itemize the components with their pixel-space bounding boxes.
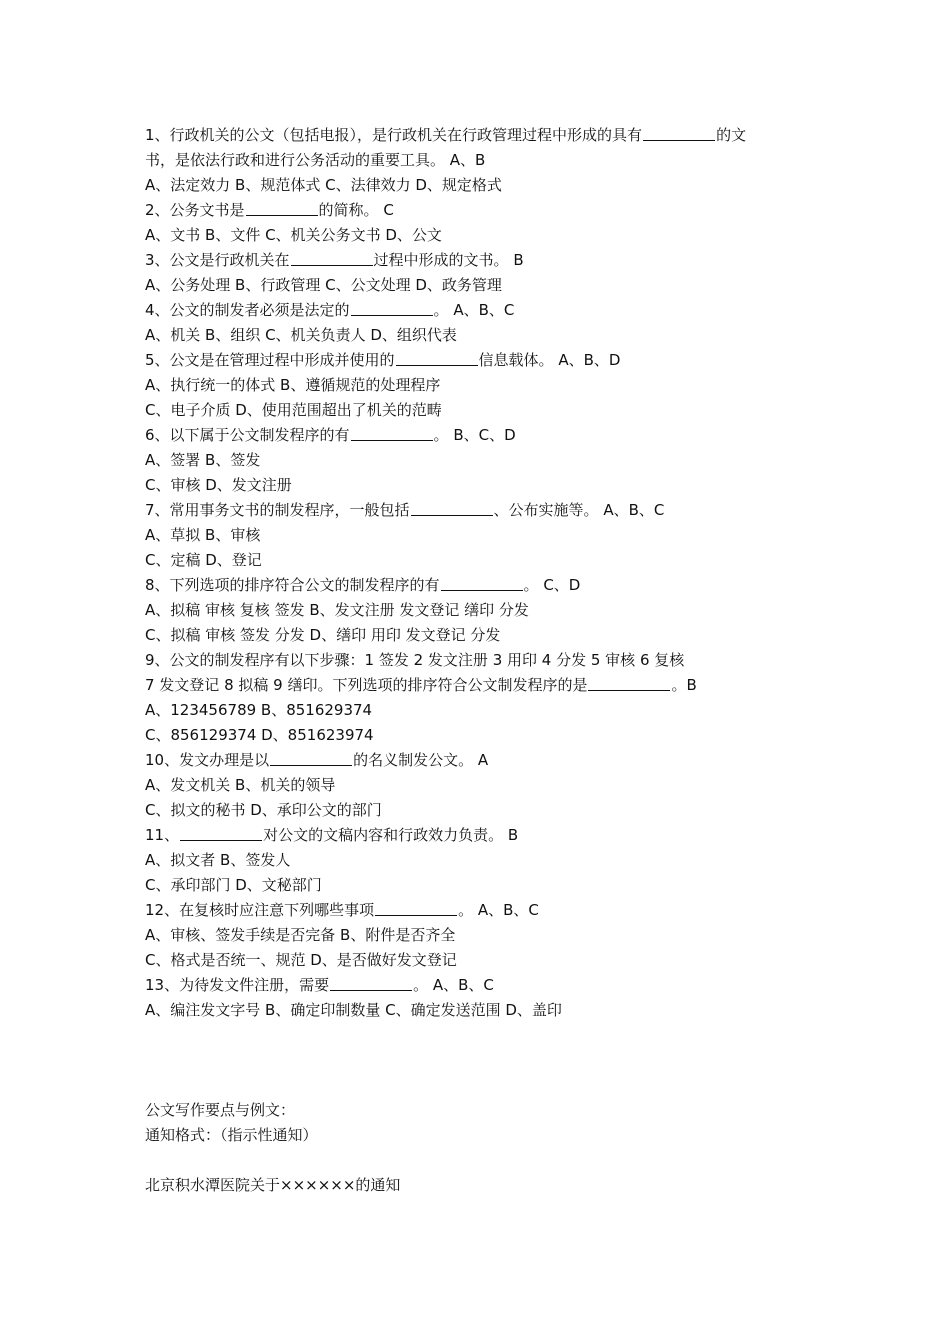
question-stem-text: 。 A、B、C bbox=[458, 901, 539, 919]
answer-blank bbox=[330, 975, 412, 991]
question-stem-text: 6、以下属于公文制发程序的有 bbox=[145, 426, 350, 444]
question-2-options: A、文书 B、文件 C、机关公务文书 D、公文 bbox=[145, 226, 442, 244]
answer-blank bbox=[351, 300, 433, 316]
question-8-options-cd: C、拟稿 审核 签发 分发 D、缮印 用印 发文登记 分发 bbox=[145, 626, 501, 644]
question-stem-text: 的简称。 C bbox=[318, 201, 394, 219]
question-stem-text: 、公布实施等。 A、B、C bbox=[493, 501, 665, 519]
question-stem-text: 3、公文是行政机关在 bbox=[145, 251, 290, 269]
question-10-options-cd: C、拟文的秘书 D、承印公文的部门 bbox=[145, 801, 382, 819]
question-3-stem bbox=[145, 248, 825, 273]
question-stem-text: 过程中形成的文书。 B bbox=[373, 251, 524, 269]
question-1-stem-continued: 书，是依法行政和进行公务活动的重要工具。 A、B bbox=[145, 151, 486, 169]
question-stem-text: 5、公文是在管理过程中形成并使用的 bbox=[145, 351, 395, 369]
question-5-options-cd: C、电子介质 D、使用范围超出了机关的范畴 bbox=[145, 401, 442, 419]
spacer bbox=[145, 1148, 825, 1173]
question-stem-text: 12、在复核时应注意下列哪些事项 bbox=[145, 901, 375, 919]
question-5-options-ab: A、执行统一的体式 B、遵循规范的处理程序 bbox=[145, 376, 441, 394]
question-stem-text: 7 发文登记 8 拟稿 9 缮印。下列选项的排序符合公文制发程序的是 bbox=[145, 676, 588, 694]
question-stem-text: 。 C、D bbox=[523, 576, 581, 594]
question-stem-text: 13、为待发文件注册，需要 bbox=[145, 976, 330, 994]
example-notice-title: 北京积水潭医院关于××××××的通知 bbox=[145, 1176, 401, 1194]
question-12-stem bbox=[145, 898, 825, 923]
question-10-options-ab: A、发文机关 B、机关的领导 bbox=[145, 776, 336, 794]
question-stem-text: 2、公务文书是 bbox=[145, 201, 245, 219]
question-9-options-cd: C、856129374 D、851623974 bbox=[145, 726, 374, 744]
question-11-options-ab: A、拟文者 B、签发人 bbox=[145, 851, 291, 869]
question-4-stem bbox=[145, 298, 825, 323]
question-stem-text: 。 B、C、D bbox=[433, 426, 516, 444]
question-10-stem bbox=[145, 748, 825, 773]
question-stem-text: 7、常用事务文书的制发程序，一般包括 bbox=[145, 501, 410, 519]
question-stem-text: 。 A、B、C bbox=[433, 301, 515, 319]
question-7-options-cd: C、定稿 D、登记 bbox=[145, 551, 262, 569]
question-1-stem bbox=[145, 123, 825, 148]
answer-blank bbox=[643, 125, 715, 141]
question-6-options-cd: C、审核 D、发文注册 bbox=[145, 476, 292, 494]
question-stem-text: 信息载体。 A、B、D bbox=[478, 351, 621, 369]
answer-blank bbox=[180, 825, 262, 841]
question-9-options-ab: A、123456789 B、851629374 bbox=[145, 701, 373, 719]
answer-blank bbox=[270, 750, 352, 766]
question-11-stem bbox=[145, 823, 825, 848]
answer-blank bbox=[246, 200, 318, 216]
question-stem-text: 1、行政机关的公文（包括电报），是行政机关在行政管理过程中形成的具有 bbox=[145, 126, 643, 144]
question-6-options-ab: A、签署 B、签发 bbox=[145, 451, 261, 469]
question-stem-text: 的名义制发公文。 A bbox=[353, 751, 489, 769]
question-stem-text: 8、下列选项的排序符合公文的制发程序的有 bbox=[145, 576, 440, 594]
section-heading: 公文写作要点与例文： bbox=[145, 1101, 296, 1119]
question-6-stem bbox=[145, 423, 825, 448]
question-3-options: A、公务处理 B、行政管理 C、公文处理 D、政务管理 bbox=[145, 276, 502, 294]
spacer bbox=[145, 1073, 825, 1098]
answer-blank bbox=[396, 350, 478, 366]
answer-blank bbox=[351, 425, 433, 441]
question-8-stem bbox=[145, 573, 825, 598]
question-stem-text: 10、发文办理是以 bbox=[145, 751, 270, 769]
question-9-stem-line2 bbox=[145, 673, 825, 698]
question-stem-text: 。 A、B、C bbox=[413, 976, 494, 994]
question-11-options-cd: C、承印部门 D、文秘部门 bbox=[145, 876, 322, 894]
question-stem-text: 4、公文的制发者必须是法定的 bbox=[145, 301, 350, 319]
section-subheading: 通知格式：（指示性通知） bbox=[145, 1126, 318, 1144]
question-13-options: A、编注发文字号 B、确定印制数量 C、确定发送范围 D、盖印 bbox=[145, 1001, 562, 1019]
document-content bbox=[145, 123, 825, 1198]
question-5-stem bbox=[145, 348, 825, 373]
question-7-options-ab: A、草拟 B、审核 bbox=[145, 526, 261, 544]
answer-blank bbox=[588, 675, 670, 691]
question-9-stem-line1: 9、公文的制发程序有以下步骤：1 签发 2 发文注册 3 用印 4 分发 5 审核 6 复核 bbox=[145, 651, 685, 669]
answer-blank bbox=[411, 500, 493, 516]
answer-blank bbox=[441, 575, 523, 591]
question-13-stem bbox=[145, 973, 825, 998]
answer-blank bbox=[291, 250, 373, 266]
question-12-options-cd: C、格式是否统一、规范 D、是否做好发文登记 bbox=[145, 951, 457, 969]
answer-blank bbox=[375, 900, 457, 916]
question-stem-text: 的文 bbox=[716, 126, 747, 144]
question-7-stem bbox=[145, 498, 825, 523]
spacer bbox=[145, 1048, 825, 1073]
question-2-stem bbox=[145, 198, 825, 223]
question-12-options-ab: A、审核、签发手续是否完备 B、附件是否齐全 bbox=[145, 926, 456, 944]
question-4-options: A、机关 B、组织 C、机关负责人 D、组织代表 bbox=[145, 326, 457, 344]
question-stem-text: 对公文的文稿内容和行政效力负责。 B bbox=[263, 826, 519, 844]
question-1-options: A、法定效力 B、规范体式 C、法律效力 D、规定格式 bbox=[145, 176, 502, 194]
spacer bbox=[145, 1023, 825, 1048]
question-stem-text: 。B bbox=[671, 676, 697, 694]
question-stem-text: 11、 bbox=[145, 826, 180, 844]
question-8-options-ab: A、拟稿 审核 复核 签发 B、发文注册 发文登记 缮印 分发 bbox=[145, 601, 529, 619]
